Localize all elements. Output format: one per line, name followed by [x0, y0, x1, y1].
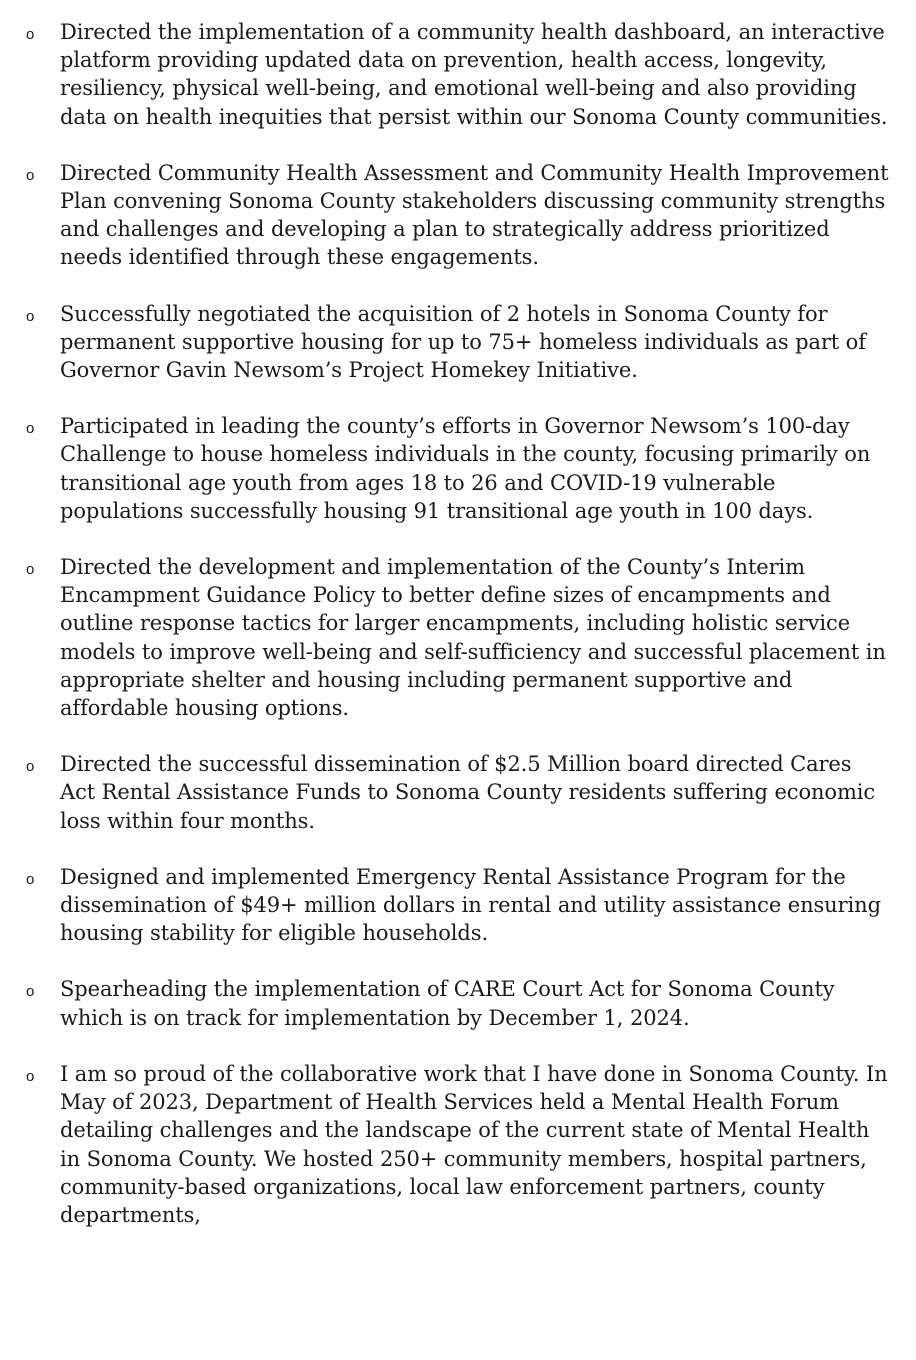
list-item-text: Directed the successful dissemination of $2.5 Million board directed Cares Act Rental Assistance Funds to Sonoma County residents suffering economic loss within four months.	[60, 752, 876, 833]
bullet-marker: o	[26, 758, 35, 776]
list-item-text: Directed the implementation of a community health dashboard, an interactive platform providing updated data on prevention, health access, longevity, resiliency, physical well-being, and emotional well-being and also providing data on health inequities that persist within our Sonoma County communities.	[60, 20, 888, 129]
bullet-marker: o	[26, 1067, 35, 1085]
bullet-marker: o	[26, 420, 35, 438]
bullet-marker: o	[26, 561, 35, 579]
list-item	[26, 975, 892, 1031]
list-item	[26, 18, 892, 131]
bullet-marker: o	[26, 870, 35, 888]
bullet-marker: o	[26, 307, 35, 325]
list-item	[26, 412, 892, 525]
list-item	[26, 1060, 892, 1229]
list-item	[26, 300, 892, 385]
accomplishments-list	[26, 18, 892, 1229]
list-item-text: Directed Community Health Assessment and Community Health Improvement Plan convening Sonoma County stakeholders discussing community strengths and challenges and developing a plan to strategically address prioritized needs identified through these engagements.	[60, 160, 889, 270]
list-item	[26, 553, 892, 722]
bullet-marker: o	[26, 166, 35, 184]
list-item-text: Spearheading the implementation of CARE Court Act for Sonoma County which is on track for implementation by December 1, 2024.	[60, 977, 835, 1030]
list-item-text: Directed the development and implementation of the County’s Interim Encampment Guidance Policy to better define sizes of encampments and outline response tactics for larger encampments, including holistic service models to improve well-being and self-sufficiency and successful placement in appropriate shelter and housing including permanent supportive and affordable housing options.	[60, 555, 886, 721]
list-item-text: I am so proud of the collaborative work that I have done in Sonoma County. In May of 2023, Department of Health Services held a Mental Health Forum detailing challenges and the landscape of the current state of Mental Health in Sonoma County. We hosted 250+ community members, hospital partners, community-based organizations, local law enforcement partners, county departments,	[60, 1061, 888, 1227]
list-item-text: Successfully negotiated the acquisition of 2 hotels in Sonoma County for permanent supportive housing for up to 75+ homeless individuals as part of Governor Gavin Newsom’s Project Homekey Initiative.	[60, 301, 866, 383]
bullet-marker: o	[26, 983, 35, 1001]
list-item	[26, 159, 892, 272]
list-item	[26, 750, 892, 835]
bullet-marker: o	[26, 26, 35, 43]
list-item	[26, 863, 892, 948]
list-item-text: Participated in leading the county’s efforts in Governor Newsom’s 100-day Challenge to house homeless individuals in the county, focusing primarily on transitional age youth from ages 18 to 26 and COVID-19 vulnerable populations successfully housing 91 transitional age youth in 100 days.	[60, 414, 871, 523]
list-item-text: Designed and implemented Emergency Rental Assistance Program for the dissemination of $49+ million dollars in rental and utility assistance ensuring housing stability for eligible households.	[60, 864, 881, 946]
